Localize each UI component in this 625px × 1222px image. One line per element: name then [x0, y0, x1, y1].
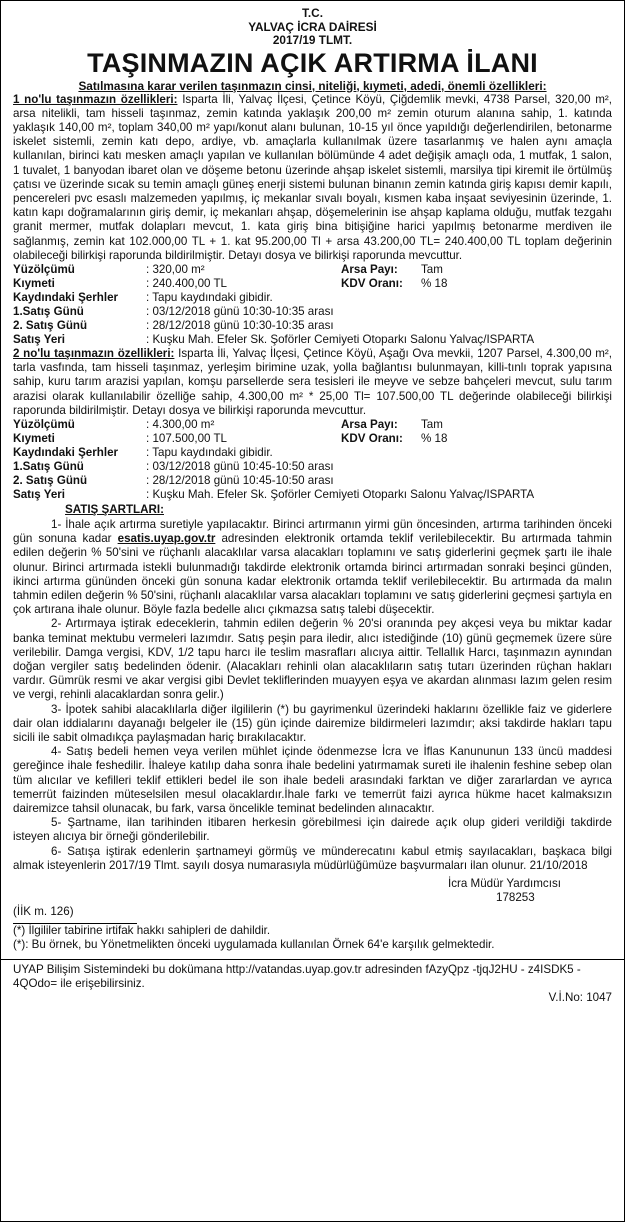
header-line-office: YALVAÇ İCRA DAİRESİ [248, 19, 377, 34]
condition-5: 5- Şartname, ilan tarihinden itibaren herkesin görebilmesi için dairede açık olup gideri verildiği takdirde isteyen alıcıya bir örneği gönderilebilir. [13, 816, 612, 844]
note-2: (*): Bu örnek, bu Yönetmelikten önceki uygulamada kullanılan Örnek 64'e karşılık gelmektedir. [13, 938, 495, 952]
property1-heading: 1 no'lu taşınmazın özellikleri: [13, 92, 178, 106]
conditions-heading: SATIŞ ŞARTLARI: [65, 502, 164, 516]
property1-sale2-label: 2. Satış Günü [13, 318, 88, 332]
property1-kdv-label: KDV Oranı: [341, 276, 403, 290]
condition-1 [13, 518, 612, 617]
esatis-link[interactable]: esatis.uyap.gov.tr [117, 532, 216, 546]
property2-share-label: Arsa Payı: [341, 417, 398, 431]
property2-heading: 2 no'lu taşınmazın özellikleri: [13, 346, 175, 360]
signature-block [448, 877, 612, 905]
property1-sale1-value: : 03/12/2018 günü 10:30-10:35 arası [146, 304, 334, 318]
property1-value-label: Kıymeti [13, 276, 55, 290]
property1-sale2-value: : 28/12/2018 günü 10:30-10:35 arası [146, 318, 334, 332]
uyap-footer [1, 959, 624, 1005]
property2-place-label: Satış Yeri [13, 487, 65, 501]
property1-details-a [13, 263, 612, 291]
property2-description [13, 347, 612, 418]
property2-value-label: Kıymeti [13, 431, 55, 445]
property2-sale2-value: : 28/12/2018 günü 10:45-10:50 arası [146, 473, 334, 487]
property1-area-label: Yüzölçümü [13, 262, 75, 276]
notice-title: TAŞINMAZIN AÇIK ARTIRMA İLANI [87, 47, 538, 78]
header-line-tc: T.C. [302, 6, 323, 20]
property2-area-label: Yüzölçümü [13, 417, 75, 431]
signature-number: 178253 [496, 891, 535, 905]
note-1: (*) İlgililer tabirine irtifak hakkı sahipleri de dahildir. [13, 924, 271, 938]
property2-share-value: Tam [421, 417, 443, 431]
property1-text: Isparta İli, Yalvaç İlçesi, Çetince Köyü, Çiğdemlik mevki, 4738 Parsel, 320,00 m², arsa nitelikli, tam hisseli taşınmaz, zemin katında yaklaşık 200,00 m² zemin oturum alanına sahip, 1. katında yaklaşık 140,00 m², toplam 340,00 m² yapı/konut alanı bulunan, 10-15 yıl önce yapıldığı değerlendirilen, betonarme iskelet sistemli, zemin katı depo, ardiye, vb. amaçlarla kullanılmak üzere tasarlanmış ve halen aynı amaçla kullanılan, birinci katı mesken amaçlı yapılan ve kullanılan bölümünde 4 adet değişik amaçlı oda, 1 mutfak, 1 salon, 1 tuvalet, 1 banyodan ibaret olan ve döşeme betonu üzerinde ahşap iskelet sistemli, marsilya tipi kiremit ile örtülmüş çatısı ve üzerinde sıcak su temin amaçlı güneş enerji sistemi bulunan binanın zemin katında giriş kapısı demir kapılı, pencereleri pvc esaslı malzemeden yapılmış, iç mekanlar sıvalı boyalı, kısmen kaba inşaat seviyesinin üzerinde, 1. katın kapı doğramalarının giriş demir, iç mekanları ahşap, döşemelerinin ise ahşap kaplama olduğu, mutfak tezgahı granit mermer, mutfak dolapları mevcut, 1. kata giriş bina bitişiğine harici yapılmış betonarme merdiven ile sağlanmış, zemin kat 102.000,00 TL + 1. kat 95.200,00 Tl + arsa 43.200,00 TL= 240.400,00 TL toplam değerinin olabileceği bilirkişi raporunda bildirilmiştir. Detayı dosya ve bilirkişi raporunda mevcuttur. [13, 92, 612, 262]
property1-share-value: Tam [421, 262, 443, 276]
condition-6: 6- Satışa iştirak edenlerin şartnameyi görmüş ve münderecatını kabul etmiş sayılacakları, başkaca bilgi almak isteyenlerin 2017/19 Tlmt. sayılı dosya numarasıyla müdürlüğümüze başvurmaları ilan olunur. 21/10/2018 [13, 844, 612, 872]
condition-4: 4- Satış bedeli hemen veya verilen mühlet içinde ödenmezse İcra ve İflas Kanununun 133 üncü maddesi gereğince ihale feshedilir. İhaleye katılıp daha sonra ihale bedelini yatırmamak sureti ile ihalenin feshine sebep olan tüm alıcılar ve kefilleri teklif ettikleri bedel ile son ihale bedeli arasındaki farktan ve diğer zararlardan ve ayrıca temerrüt faizinden müteselsilen mesul olacaklardır.İhale farkı ve temerrüt faizi ayrıca hükme hacet kalmaksızın dairemizce tahsil olunacak, bu fark, varsa öncelikle teminat bedelinden alınacaktır. [13, 745, 612, 816]
property1-sale1-label: 1.Satış Günü [13, 304, 84, 318]
property2-sale1-label: 1.Satış Günü [13, 459, 84, 473]
property2-sale2-label: 2. Satış Günü [13, 473, 88, 487]
notice-subtitle: Satılmasına karar verilen taşınmazın cinsi, niteliği, kıymeti, adedi, önemli özellikleri: [78, 78, 547, 93]
property1-value-value: : 240.400,00 TL [146, 276, 228, 290]
property2-text: Isparta İli, Yalvaç İlçesi, Çetince Köyü, Aşağı Ova mevkii, 1207 Parsel, 4.300,00 m², tarla vasfında, tam hisseli taşınmaz, yerleşim birimine uzak, yolla bağlantısı bulunmayan, killi-tınlı toprak yapısına sahip, kuru tarım arazisi yapılan, komşu parsellerde sera tesisleri ile meyve ve sebze bahçeleri mevcut, sulu tarım arazisi olarak kullanılabilir özelliğe sahip, 4.300,00 m² * 25,00 Tl= 107.500,00 TL değerinde olabileceği bilirkişi raporunda bildirilmiştir. Detayı dosya ve bilirkişi raporunda mevcuttur. [13, 346, 612, 417]
property1-details-b [13, 291, 612, 347]
header-line-file: 2017/19 TLMT. [272, 33, 353, 47]
property1-place-label: Satış Yeri [13, 332, 65, 346]
condition-1-post: adresinden elektronik ortamda teklif verilebilecektir. Bu artırmada tahmin edilen değerin % 50'sini ve rüçhanlı alacaklılar varsa alacakları toplamını ve satış giderlerini geçmek şartı ile ihale olunur. Birinci artırmada istekli bulunmadığı takdirde elektronik ortamda birinci artırmadan sonraki beşinci günden, ikinci artırma gününden önceki gün sonuna kadar elektronik ortamda teklif verilebilecektir. Bu artırmada da malın tahmin edilen değerin % 50'sini, rüçhanlı alacaklılar varsa alacakları toplamını ve satış giderlerini geçmesi şartıyla en çok artırana ihale olunur. Böyle fazla bedelle alıcı çıkmazsa satış talebi düşecektir. [13, 532, 612, 617]
property2-encumbrance-value: : Tapu kaydındaki gibidir. [146, 445, 273, 459]
property2-place-value: : Kuşku Mah. Efeler Sk. Şoförler Cemiyeti Otoparkı Salonu Yalvaç/ISPARTA [146, 487, 535, 501]
property1-encumbrance-value: : Tapu kaydındaki gibidir. [146, 290, 273, 304]
property2-kdv-value: % 18 [421, 431, 448, 445]
property1-area-value: : 320,00 m² [146, 262, 205, 276]
condition-1-pre: 1- İhale açık artırma suretiyle yapılacaktır. Birinci artırmanın yirmi gün öncesinden, artırma tarihinden önceki gün sonuna kadar [13, 517, 612, 546]
property2-encumbrance-label: Kaydındaki Şerhler [13, 445, 119, 459]
footer-vino: V.İ.No: 1047 [548, 990, 612, 1004]
condition-3: 3- İpotek sahibi alacaklılarla diğer ilgililerin (*) bu gayrimenkul üzerindeki haklarını özellikle faiz ve giderlere dair olan iddialarını dayanağı belgeler ile (15) gün içinde dairemize bildirmeleri lazımdır; aksi takdirde hakları tapu sicili ile sabit olmadıkça paylaşmadan hariç bırakılacaktır. [13, 702, 612, 744]
property1-encumbrance-label: Kaydındaki Şerhler [13, 290, 119, 304]
property2-details-a [13, 418, 612, 446]
footer-text: UYAP Bilişim Sistemindeki bu dokümana http://vatandas.uyap.gov.tr adresinden fAzyQpz -tjqJ2HU - z4ISDK5 - 4QOdo= ile erişebilirsiniz. [13, 962, 581, 990]
property1-place-value: : Kuşku Mah. Efeler Sk. Şoförler Cemiyeti Otoparkı Salonu Yalvaç/ISPARTA [146, 332, 535, 346]
condition-2: 2- Artırmaya iştirak edeceklerin, tahmin edilen değerin % 20'si oranında pey akçesi veya bu miktar kadar banka teminat mektubu vermeleri lazımdır. Satış peşin para iledir, alıcı istediğinde (10) günü geçmemek üzere süre verilebilir. Damga vergisi, KDV, 1/2 tapu harcı ile teslim masrafları alıcıya aittir. Tellallık Harcı, taşınmazın aynından doğan vergiler satış bedelinden ödenir. (Alacakları rehinli olan alacaklıların satış tutarı üzerinden rüçhan hakları vardır. Gümrük resmi ve akar vergisi gibi Devlet tekliflerinden muayyen eşya ve akardan alınması lazım gelen resim ve vergi, rehinli alacaklardan sonra gelir.) [13, 617, 612, 702]
property1-description [13, 93, 612, 263]
law-reference: (İİK m. 126) [13, 905, 74, 919]
property2-kdv-label: KDV Oranı: [341, 431, 403, 445]
property2-details-b [13, 446, 612, 502]
property2-area-value: : 4.300,00 m² [146, 417, 215, 431]
property2-sale1-value: : 03/12/2018 günü 10:45-10:50 arası [146, 459, 334, 473]
property1-kdv-value: % 18 [421, 276, 448, 290]
property1-share-label: Arsa Payı: [341, 262, 398, 276]
signature-title: İcra Müdür Yardımcısı [448, 877, 561, 891]
property2-value-value: : 107.500,00 TL [146, 431, 228, 445]
